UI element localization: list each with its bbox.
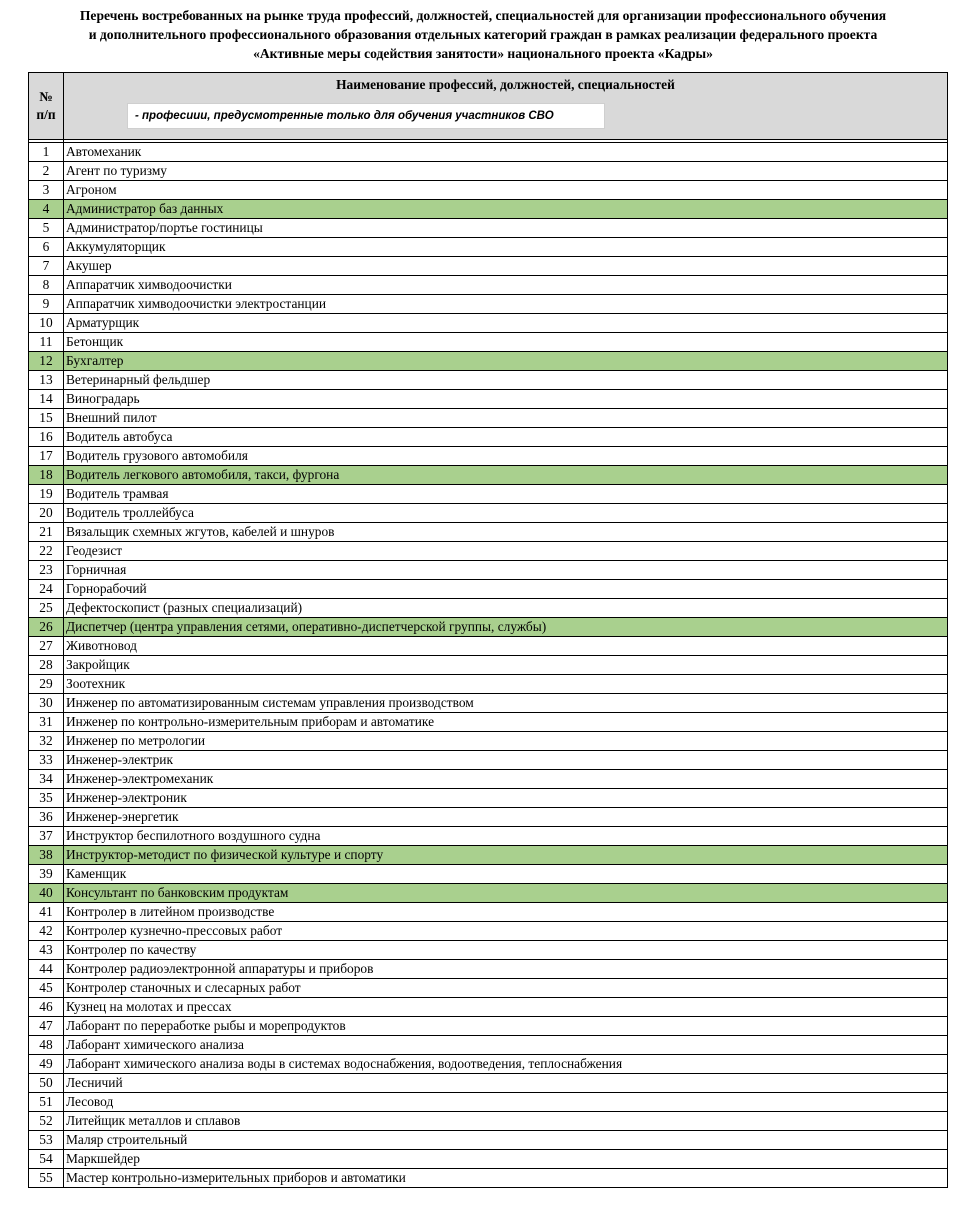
row-profession-name: Инженер по контрольно-измерительным приборам и автоматике [64,713,948,732]
row-number: 54 [29,1150,64,1169]
row-profession-name: Автомеханик [64,143,948,162]
table-row [29,903,948,922]
table-row [29,1093,948,1112]
row-profession-name: Виноградарь [64,390,948,409]
row-number: 8 [29,276,64,295]
row-number: 34 [29,770,64,789]
row-number: 14 [29,390,64,409]
row-profession-name: Агроном [64,181,948,200]
row-number: 29 [29,675,64,694]
table-row [29,466,948,485]
row-profession-name: Каменщик [64,865,948,884]
table-row [29,941,948,960]
column-header-name [64,73,948,140]
row-profession-name: Водитель троллейбуса [64,504,948,523]
table-row [29,238,948,257]
table-body [29,140,948,1188]
row-profession-name: Бетонщик [64,333,948,352]
table-row [29,1150,948,1169]
table-row [29,998,948,1017]
row-number: 49 [29,1055,64,1074]
row-number: 25 [29,599,64,618]
row-number: 42 [29,922,64,941]
row-profession-name: Ветеринарный фельдшер [64,371,948,390]
table-row [29,713,948,732]
row-profession-name: Закройщик [64,656,948,675]
row-number: 50 [29,1074,64,1093]
table-row [29,789,948,808]
row-profession-name: Акушер [64,257,948,276]
row-profession-name: Горнорабочий [64,580,948,599]
row-number: 39 [29,865,64,884]
row-number: 26 [29,618,64,637]
table-row [29,922,948,941]
table-row [29,637,948,656]
row-number: 23 [29,561,64,580]
table-row [29,732,948,751]
row-number: 9 [29,295,64,314]
row-number: 5 [29,219,64,238]
row-number: 38 [29,846,64,865]
title-line-2: и дополнительного профессионального образования отдельных категорий граждан в рамках реализации федерального проекта [88,27,878,42]
table-row [29,865,948,884]
row-number: 16 [29,428,64,447]
row-number: 7 [29,257,64,276]
row-profession-name: Водитель легкового автомобиля, такси, фургона [64,466,948,485]
row-profession-name: Животновод [64,637,948,656]
legend-text: - професиии, предусмотренные только для обучения участников СВО [135,110,554,122]
row-number: 24 [29,580,64,599]
table-header-row [29,73,948,140]
row-number: 2 [29,162,64,181]
row-profession-name: Контролер станочных и слесарных работ [64,979,948,998]
row-profession-name: Администратор/портье гостиницы [64,219,948,238]
table-row [29,257,948,276]
row-profession-name: Водитель грузового автомобиля [64,447,948,466]
row-profession-name: Консультант по банковским продуктам [64,884,948,903]
row-profession-name: Бухгалтер [64,352,948,371]
row-profession-name: Инженер по автоматизированным системам управления производством [64,694,948,713]
table-row [29,561,948,580]
row-profession-name: Лаборант химического анализа [64,1036,948,1055]
row-number: 1 [29,143,64,162]
row-profession-name: Дефектоскопист (разных специализаций) [64,599,948,618]
table-row [29,162,948,181]
row-number: 55 [29,1169,64,1188]
row-number: 4 [29,200,64,219]
row-profession-name: Инструктор беспилотного воздушного судна [64,827,948,846]
row-number: 46 [29,998,64,1017]
table-row [29,1017,948,1036]
row-profession-name: Диспетчер (центра управления сетями, оперативно-диспетчерской группы, службы) [64,618,948,637]
row-number: 20 [29,504,64,523]
table-row [29,390,948,409]
table-row [29,675,948,694]
row-number: 11 [29,333,64,352]
row-number: 33 [29,751,64,770]
row-number: 22 [29,542,64,561]
row-number: 51 [29,1093,64,1112]
table-row [29,219,948,238]
row-number: 44 [29,960,64,979]
column-header-number-line2: п/п [36,107,56,122]
table-row [29,485,948,504]
row-number: 6 [29,238,64,257]
row-profession-name: Литейщик металлов и сплавов [64,1112,948,1131]
row-profession-name: Горничная [64,561,948,580]
row-number: 30 [29,694,64,713]
row-profession-name: Арматурщик [64,314,948,333]
table-row [29,1169,948,1188]
row-number: 18 [29,466,64,485]
row-profession-name: Аппаратчик химводоочистки электростанции [64,295,948,314]
table-row [29,808,948,827]
row-profession-name: Контролер радиоэлектронной аппаратуры и приборов [64,960,948,979]
table-row [29,580,948,599]
table-row [29,1055,948,1074]
table-row [29,618,948,637]
row-profession-name: Лесовод [64,1093,948,1112]
row-number: 41 [29,903,64,922]
title-line-3: «Активные меры содействия занятости» национального проекта «Кадры» [253,46,713,61]
column-header-number [29,73,64,140]
row-number: 43 [29,941,64,960]
table-row [29,542,948,561]
row-profession-name: Водитель трамвая [64,485,948,504]
row-number: 48 [29,1036,64,1055]
row-number: 40 [29,884,64,903]
row-number: 15 [29,409,64,428]
row-profession-name: Аккумуляторщик [64,238,948,257]
row-profession-name: Внешний пилот [64,409,948,428]
row-profession-name: Мастер контрольно-измерительных приборов и автоматики [64,1169,948,1188]
table-row [29,1131,948,1150]
row-number: 12 [29,352,64,371]
row-profession-name: Контролер кузнечно-прессовых работ [64,922,948,941]
row-profession-name: Кузнец на молотах и прессах [64,998,948,1017]
row-number: 32 [29,732,64,751]
row-number: 19 [29,485,64,504]
row-profession-name: Лесничий [64,1074,948,1093]
row-number: 31 [29,713,64,732]
row-profession-name: Инженер-энергетик [64,808,948,827]
row-number: 27 [29,637,64,656]
row-profession-name: Геодезист [64,542,948,561]
professions-table [28,72,948,1188]
table-row [29,979,948,998]
table-row [29,960,948,979]
title-line-1: Перечень востребованных на рынке труда профессий, должностей, специальностей для организации профессионального обучения [79,8,887,23]
table-row [29,200,948,219]
table-row [29,143,948,162]
table-row [29,846,948,865]
row-profession-name: Маляр строительный [64,1131,948,1150]
table-row [29,599,948,618]
row-number: 3 [29,181,64,200]
row-profession-name: Лаборант по переработке рыбы и морепродуктов [64,1017,948,1036]
row-profession-name: Вязальщик схемных жгутов, кабелей и шнуров [64,523,948,542]
table-row [29,276,948,295]
row-number: 37 [29,827,64,846]
row-profession-name: Водитель автобуса [64,428,948,447]
row-profession-name: Аппаратчик химводоочистки [64,276,948,295]
row-profession-name: Маркшейдер [64,1150,948,1169]
row-number: 47 [29,1017,64,1036]
table-row [29,656,948,675]
row-profession-name: Инженер-электрик [64,751,948,770]
table-row [29,1112,948,1131]
document-title [0,6,966,63]
table-row [29,447,948,466]
row-number: 35 [29,789,64,808]
row-profession-name: Контролер в литейном производстве [64,903,948,922]
table-row [29,770,948,789]
table-row [29,884,948,903]
legend-box [127,103,605,129]
row-number: 13 [29,371,64,390]
row-profession-name: Контролер по качеству [64,941,948,960]
table-row [29,827,948,846]
table-row [29,371,948,390]
table-row [29,1074,948,1093]
table-row [29,523,948,542]
table-row [29,504,948,523]
table-row [29,1036,948,1055]
table-row [29,751,948,770]
row-profession-name: Инструктор-методист по физической культуре и спорту [64,846,948,865]
row-profession-name: Инженер-электроник [64,789,948,808]
table-row [29,295,948,314]
row-number: 10 [29,314,64,333]
row-number: 45 [29,979,64,998]
row-profession-name: Администратор баз данных [64,200,948,219]
table-row [29,333,948,352]
row-profession-name: Агент по туризму [64,162,948,181]
table-row [29,428,948,447]
row-profession-name: Лаборант химического анализа воды в системах водоснабжения, водоотведения, теплоснабжения [64,1055,948,1074]
table-row [29,181,948,200]
row-number: 52 [29,1112,64,1131]
row-number: 21 [29,523,64,542]
table-row [29,694,948,713]
row-number: 17 [29,447,64,466]
column-header-number-line1: № [39,89,53,104]
row-number: 36 [29,808,64,827]
table-row [29,409,948,428]
row-number: 53 [29,1131,64,1150]
row-profession-name: Зоотехник [64,675,948,694]
column-header-name-label: Наименование профессий, должностей, специальностей [336,77,675,92]
table-row [29,314,948,333]
row-number: 28 [29,656,64,675]
row-profession-name: Инженер-электромеханик [64,770,948,789]
table-row [29,352,948,371]
row-profession-name: Инженер по метрологии [64,732,948,751]
